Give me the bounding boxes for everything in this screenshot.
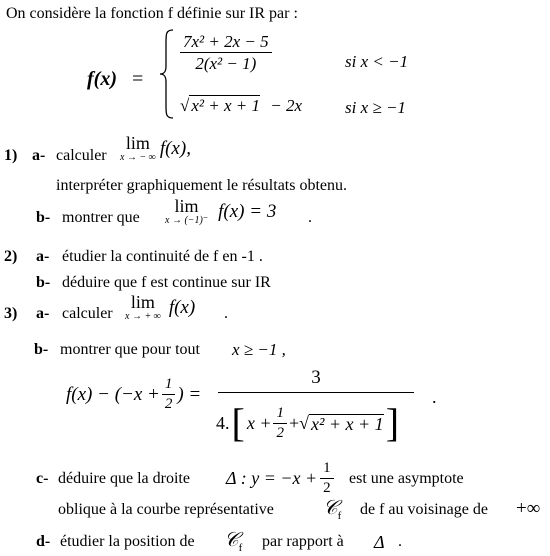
sqrt-icon: √ xyxy=(299,413,310,433)
piece1-denominator: 2(x² − 1) xyxy=(195,54,257,73)
q3b-cond: x ≥ −1 , xyxy=(232,340,286,359)
q3c-label: c- xyxy=(36,470,49,487)
q3a-limit: lim x → + ∞ f(x) xyxy=(125,292,196,322)
q1a-label: a- xyxy=(32,147,46,164)
half-num: 1 xyxy=(162,377,176,395)
eq-lhs-end: ) = xyxy=(177,383,202,405)
brace-icon xyxy=(158,28,176,120)
q1b-limit: lim x → (−1)⁻ f(x) = 3 xyxy=(165,196,277,226)
piece1-fraction xyxy=(180,33,272,72)
eq-end: . xyxy=(432,387,437,407)
q3b-text: montrer que pour tout xyxy=(60,341,200,358)
lim-word: lim xyxy=(125,133,150,153)
lim1-sub: x → − ∞ xyxy=(120,152,156,163)
bracket-left-icon: [ xyxy=(231,400,245,445)
q3c-inf: +∞ xyxy=(516,498,541,519)
q3d-label: d- xyxy=(36,533,51,550)
f-lhs: f(x) xyxy=(87,68,117,90)
eq-lhs xyxy=(66,372,201,416)
q3b-label: b- xyxy=(34,341,49,358)
q3a-text: calculer xyxy=(62,305,113,322)
lim2-expr: f(x) = 3 xyxy=(218,201,277,222)
q1a-text: calculer xyxy=(56,147,107,164)
lim1-expr: f(x), xyxy=(159,138,191,159)
piece2-rest: − 2x xyxy=(270,96,303,115)
q3c-delta: Δ : y = −x + xyxy=(226,468,318,488)
q1b-end: . xyxy=(308,209,312,226)
q3c-text: déduire que la droite xyxy=(58,470,190,487)
q3-number: 3) xyxy=(4,305,18,322)
q3d-end: . xyxy=(398,533,402,550)
eq-lhs-start: f(x) − (−x + xyxy=(66,383,160,405)
q2b-text: déduire que f est continue sur IR xyxy=(62,274,271,291)
eq-numerator: 3 xyxy=(311,367,321,388)
q1a-limit xyxy=(120,134,191,163)
sqrt-icon: √ xyxy=(180,96,190,115)
q2b-label: b- xyxy=(36,274,51,291)
q1b-label: b- xyxy=(36,209,51,226)
eq-den-start: 4. xyxy=(216,413,230,433)
curve-cf-symbol: 𝒞$_f$ xyxy=(323,497,342,522)
q3d-mid: par rapport à xyxy=(262,533,344,550)
eq-den-sqrt: x² + x + 1 xyxy=(311,413,384,434)
cond1: si x < −1 xyxy=(345,52,409,71)
q1a-line2: interpréter graphiquement le résultats obtenu. xyxy=(56,177,348,194)
intro-text: On considère la fonction f définie sur IR par : xyxy=(6,5,298,22)
piece2 xyxy=(180,97,302,114)
q3a-end: . xyxy=(224,305,228,322)
q2a-text: étudier la continuité de f en -1 . xyxy=(62,248,263,265)
q3d-text: étudier la position de xyxy=(60,533,195,550)
lim3-sub: x → + ∞ xyxy=(125,311,161,322)
lim2-sub: x → (−1)⁻ xyxy=(165,215,209,226)
q2a-label: a- xyxy=(36,248,50,265)
eq-denominator: 4. [ x + $\frac{1}{2}$ + √ x² + x + 1 ] xyxy=(216,400,400,445)
eq-fraction-bar xyxy=(218,392,414,393)
bracket-right-icon: ] xyxy=(385,400,400,445)
lim3-expr: f(x) xyxy=(168,297,196,318)
q3c-line2-end: de f au voisinage de xyxy=(360,501,488,518)
piece1-numerator: 7x² + 2x − 5 xyxy=(180,33,272,53)
q3d-delta: Δ xyxy=(374,532,385,552)
q3c-line2: oblique à la courbe représentative xyxy=(58,501,274,518)
curve-cf-symbol-2: 𝒞$_f$ xyxy=(224,529,243,554)
eq-den-x: x + xyxy=(246,413,272,433)
q3a-label: a- xyxy=(36,305,50,322)
half-den: 2 xyxy=(164,395,173,412)
sqrt-arg: x² + x + 1 xyxy=(191,96,260,115)
def-eq: = xyxy=(132,68,144,90)
q1b-text: montrer que xyxy=(62,209,140,226)
cond2: si x ≥ −1 xyxy=(345,98,406,117)
q2-number: 2) xyxy=(4,248,18,265)
q1-number: 1) xyxy=(4,147,18,164)
q3c-line: Δ : y = −x + $\frac{1}{2}$ xyxy=(226,458,334,498)
q3c-after: est une asymptote xyxy=(349,470,464,487)
